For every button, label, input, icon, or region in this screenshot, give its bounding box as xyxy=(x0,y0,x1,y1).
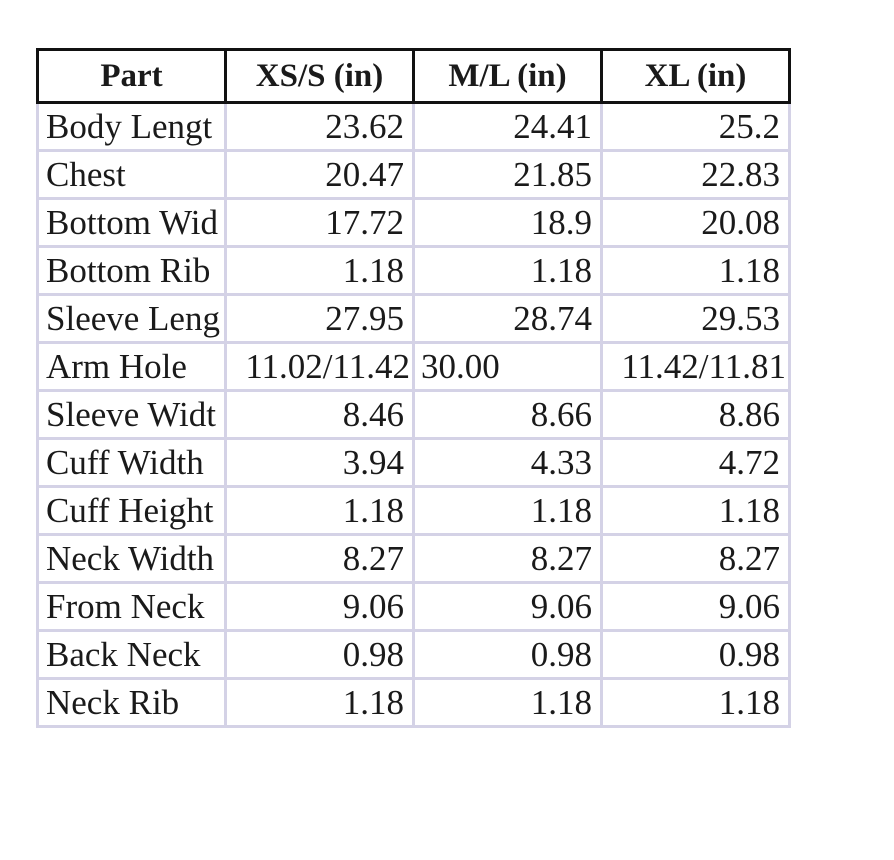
size-chart-container xyxy=(36,48,791,728)
part-cell: Bottom Rib xyxy=(38,247,226,295)
table-row xyxy=(38,151,790,199)
table-row xyxy=(38,247,790,295)
xl-cell: 20.08 xyxy=(602,199,790,247)
part-cell: Neck Rib xyxy=(38,679,226,727)
xl-cell: 0.98 xyxy=(602,631,790,679)
part-cell: Back Neck xyxy=(38,631,226,679)
table-row xyxy=(38,439,790,487)
part-cell: Neck Width xyxy=(38,535,226,583)
xs-s-cell: 1.18 xyxy=(226,247,414,295)
xs-s-cell: 11.02/11.42 xyxy=(226,343,414,391)
part-cell: Cuff Width xyxy=(38,439,226,487)
header-part: Part xyxy=(38,50,226,103)
xs-s-cell: 17.72 xyxy=(226,199,414,247)
table-row xyxy=(38,199,790,247)
xl-cell: 1.18 xyxy=(602,679,790,727)
part-cell: Sleeve Widt xyxy=(38,391,226,439)
xs-s-cell: 1.18 xyxy=(226,679,414,727)
table-row xyxy=(38,487,790,535)
m-l-cell: 18.9 xyxy=(414,199,602,247)
part-cell: Arm Hole xyxy=(38,343,226,391)
m-l-cell: 0.98 xyxy=(414,631,602,679)
m-l-cell: 1.18 xyxy=(414,487,602,535)
xs-s-cell: 3.94 xyxy=(226,439,414,487)
xl-cell: 9.06 xyxy=(602,583,790,631)
table-row xyxy=(38,679,790,727)
header-row xyxy=(38,50,790,103)
xs-s-cell: 9.06 xyxy=(226,583,414,631)
xs-s-cell: 1.18 xyxy=(226,487,414,535)
xs-s-cell: 23.62 xyxy=(226,103,414,151)
table-row xyxy=(38,103,790,151)
size-chart-table xyxy=(36,48,791,728)
m-l-cell: 24.41 xyxy=(414,103,602,151)
m-l-cell: 8.27 xyxy=(414,535,602,583)
table-row xyxy=(38,295,790,343)
xl-cell: 29.53 xyxy=(602,295,790,343)
m-l-cell: 21.85 xyxy=(414,151,602,199)
m-l-cell: 9.06 xyxy=(414,583,602,631)
xs-s-cell: 0.98 xyxy=(226,631,414,679)
xl-cell: 1.18 xyxy=(602,487,790,535)
part-cell: Chest xyxy=(38,151,226,199)
table-row xyxy=(38,535,790,583)
table-row xyxy=(38,583,790,631)
header-xl: XL (in) xyxy=(602,50,790,103)
header-m-l: M/L (in) xyxy=(414,50,602,103)
table-row xyxy=(38,391,790,439)
part-cell: Body Lengt xyxy=(38,103,226,151)
xs-s-cell: 8.27 xyxy=(226,535,414,583)
xs-s-cell: 27.95 xyxy=(226,295,414,343)
header-xs-s: XS/S (in) xyxy=(226,50,414,103)
m-l-cell: 28.74 xyxy=(414,295,602,343)
part-cell: Cuff Height xyxy=(38,487,226,535)
m-l-cell: 8.66 xyxy=(414,391,602,439)
xl-cell: 1.18 xyxy=(602,247,790,295)
xs-s-cell: 20.47 xyxy=(226,151,414,199)
xl-cell: 8.27 xyxy=(602,535,790,583)
xs-s-cell: 8.46 xyxy=(226,391,414,439)
xl-cell: 11.42/11.81 xyxy=(602,343,790,391)
xl-cell: 25.2 xyxy=(602,103,790,151)
table-row xyxy=(38,343,790,391)
xl-cell: 8.86 xyxy=(602,391,790,439)
m-l-cell: 4.33 xyxy=(414,439,602,487)
m-l-cell: 30.00 xyxy=(414,343,602,391)
table-row xyxy=(38,631,790,679)
m-l-cell: 1.18 xyxy=(414,247,602,295)
xl-cell: 22.83 xyxy=(602,151,790,199)
xl-cell: 4.72 xyxy=(602,439,790,487)
m-l-cell: 1.18 xyxy=(414,679,602,727)
part-cell: Sleeve Leng xyxy=(38,295,226,343)
part-cell: Bottom Wid xyxy=(38,199,226,247)
part-cell: From Neck xyxy=(38,583,226,631)
